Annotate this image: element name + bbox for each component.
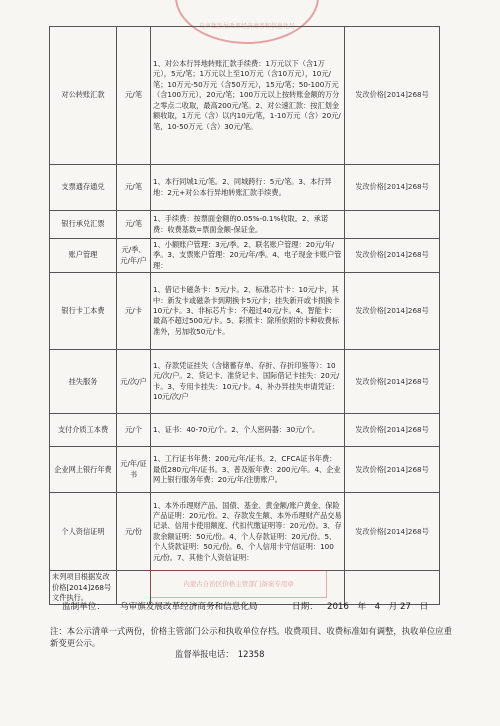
fee-description: 1、工行证书年费：200元/年/证书。2、CFCA证书年费：最低280元/年/证书。3、普及版年费：200元/年。4、企业网上银行服务年费：20元/年/注册账户。 <box>151 447 345 493</box>
fee-description: 1、对公本行异地转账汇款手续费：1万元以下（含1万元），5元/笔；1万元以上至10万元（含10万元），10元/笔；10万元-50万元（含50万元），15元/笔；50-100万元（含100万元），20元/笔；100万元以上按转账金额的万分之零点二收取，最高200元/笔。2、对公速汇款：按汇划金额收取，1万元（含）以内10元/笔，1-10万元（含）20元/笔，10-50万元（含）30元/笔。 <box>151 27 345 165</box>
fee-description: 1、存款凭证挂失（含储蓄存单、存折、存折印鉴等）：10元/次/户。2、贷记卡、准贷记卡、国际借记卡挂失：20元/卡。3、专用卡挂失：10元/卡。4、补办异挂失申请凭证：10元/次/户 <box>151 350 345 414</box>
fee-unit: 元/份 <box>117 493 151 571</box>
table-row <box>50 414 440 447</box>
date-label: 日期： <box>292 602 318 612</box>
fee-table <box>49 26 440 605</box>
report-hotline: 监督举报电话： 12358 <box>175 649 265 659</box>
fee-policy-ref: 发改价格[2014]268号 <box>345 27 440 165</box>
fee-item-name: 挂失服务 <box>50 350 117 414</box>
unlisted-items-note: 未列项目根据发改价格[2014]268号文件执行。 <box>50 571 117 605</box>
supervisor-label: 监制单位： <box>62 602 105 612</box>
table-row <box>50 239 440 273</box>
fee-description: 1、本行同城1元/笔。2、同城跨行：5元/笔。3、本行异地：2元+对公本行异地转账汇款手续费。 <box>151 165 345 211</box>
table-row <box>50 27 440 165</box>
fee-unit: 元/季、元/年/户 <box>117 239 151 273</box>
date-value: 2016 年 4 月 27 日 <box>327 602 429 612</box>
record-stamp <box>150 570 327 598</box>
supervisor-unit: 乌审旗发展改革经济商务和信息化局 <box>120 602 258 612</box>
fee-policy-ref: 发改价格[2014]268号 <box>345 350 440 414</box>
fee-unit: 元/卡 <box>117 273 151 350</box>
fee-unit: 元/个 <box>117 414 151 447</box>
table-row <box>50 493 440 571</box>
fee-description: 1、手续费：按票面金额的0.05%-0.1%收取。2、承诺费：收费基数=票面金额-保证金。 <box>151 211 345 239</box>
fee-item-name: 支付介质工本费 <box>50 414 117 447</box>
fee-policy-ref: 发改价格[2014]268号 <box>345 414 440 447</box>
fee-item-name: 银行承兑汇票 <box>50 211 117 239</box>
fee-unit: 元/笔 <box>117 165 151 211</box>
fee-policy-ref: 发改价格[2014]268号 <box>345 447 440 493</box>
fee-policy-ref: 发改价格[2014]268号 <box>345 165 440 211</box>
fee-unit: 元/笔 <box>117 211 151 239</box>
table-row <box>50 165 440 211</box>
fee-item-name: 对公转账汇款 <box>50 27 117 165</box>
top-seal-text: 乌审旗发展改革经济商务和信息化局 <box>198 23 295 30</box>
fee-policy-ref <box>345 211 440 239</box>
table-row <box>50 350 440 414</box>
fee-policy-ref: 发改价格[2014]268号 <box>345 273 440 350</box>
fee-item-name: 个人资信证明 <box>50 493 117 571</box>
footnote <box>50 626 455 661</box>
fee-item-name: 银行卡工本费 <box>50 273 117 350</box>
table-row <box>50 211 440 239</box>
fee-unit: 元/笔 <box>117 27 151 165</box>
fee-policy-ref: 发改价格[2014]268号 <box>345 239 440 273</box>
table-row <box>50 447 440 493</box>
fee-item-name: 支票通存通兑 <box>50 165 117 211</box>
fee-unit: 元/次/户 <box>117 350 151 414</box>
record-stamp-text: 内蒙古自治区价格主管部门备案专用章 <box>183 580 294 588</box>
fee-description: 1、证书：40-70元/个。2、个人密码器：30元/个。 <box>151 414 345 447</box>
fee-description: 1、小额账户管理：3元/季。2、联名账户管理：20元/年/季。3、支票账户管理：20元/年/季。4、电子现金卡账户管理： <box>151 239 345 273</box>
fee-policy-ref: 发改价格[2014]268号 <box>345 493 440 571</box>
footnote-text: 注：本公示清单一式两份，价格主管部门公示和执收单位存档。收费项目、收费标准如有调整，执收单位应重新变更公示。 <box>50 626 452 648</box>
fee-description: 1、本外币理财产品、国债、基金、黄金额/账户黄金、保险产品证明：20元/份。2、存款发生额、本外币理财产品交易记录、信用卡使用额度、代扣代缴证明等：20元/份。3、存款余额证明：50元/份。4、个人存款证明：20元/份。5、个人贷款证明：50元/份。6、个人信用卡守信证明：100元/份。7、其他个人资信证明： <box>151 493 345 571</box>
fee-item-name: 账户管理 <box>50 239 117 273</box>
table-row <box>50 273 440 350</box>
fee-item-name: 企业网上银行年费 <box>50 447 117 493</box>
fee-description: 1、借记卡磁条卡：5元/卡。2、标准芯片卡：10元/卡，其中：新发卡或磁条卡到期换卡5元/卡；挂失新开或卡损换卡10元/卡。3、非标芯片卡：不超过40元/卡。4、智能卡：最高不超过500元/卡。5、彩照卡：除所依附的卡种收费标准外，另加收50元/卡。 <box>151 273 345 350</box>
fee-unit: 元/年/证书 <box>117 447 151 493</box>
